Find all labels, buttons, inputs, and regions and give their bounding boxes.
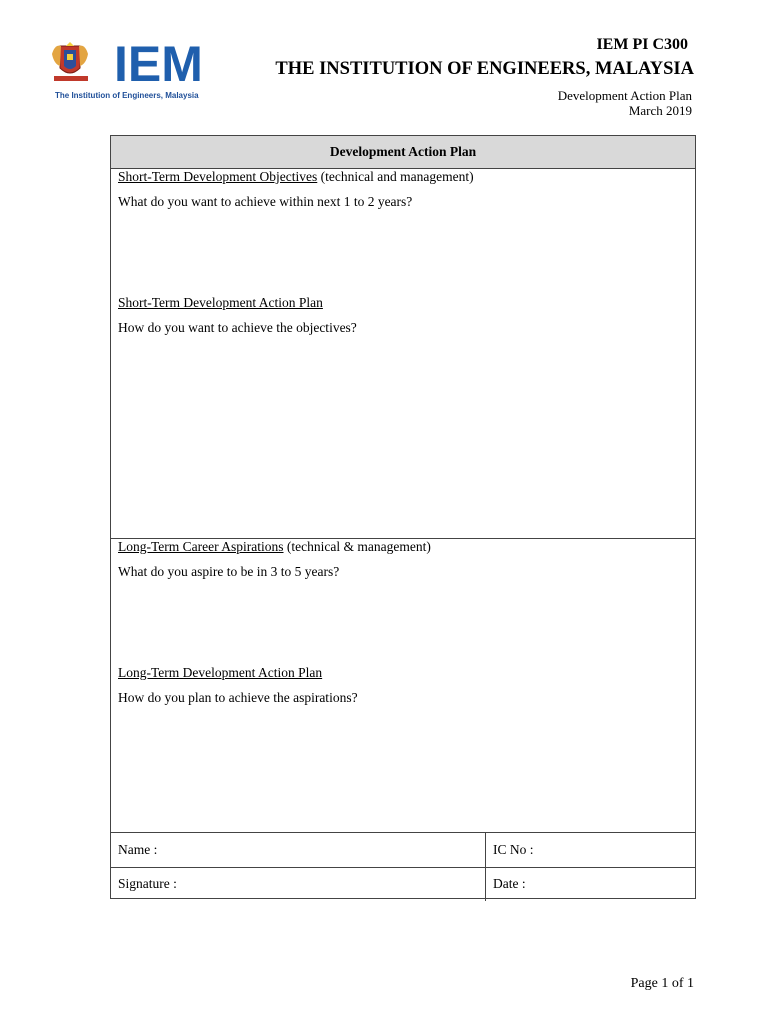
- date-label: Date :: [493, 876, 526, 891]
- short-term-objectives-heading-line: [118, 169, 474, 185]
- short-term-objectives-note: (technical and management): [317, 169, 474, 184]
- ic-field[interactable]: [486, 833, 695, 867]
- short-term-plan-heading: Short-Term Development Action Plan: [118, 295, 323, 310]
- date-field[interactable]: [486, 867, 695, 901]
- signature-date-row: [111, 867, 695, 901]
- ic-label: IC No :: [493, 842, 534, 857]
- long-term-aspirations-question: What do you aspire to be in 3 to 5 years?: [118, 564, 340, 579]
- long-term-aspirations-note: (technical & management): [283, 539, 431, 554]
- document-code: IEM PI C300: [596, 36, 688, 53]
- table-title: Development Action Plan: [111, 136, 695, 169]
- name-ic-row: [111, 833, 695, 868]
- long-term-section[interactable]: [111, 539, 695, 833]
- long-term-plan-question: How do you plan to achieve the aspirations?: [118, 690, 358, 705]
- long-term-plan-heading: Long-Term Development Action Plan: [118, 665, 323, 680]
- long-term-aspirations-heading-line: [118, 539, 431, 555]
- long-term-aspirations-heading: Long-Term Career Aspirations: [118, 539, 284, 554]
- subtitle-title: Development Action Plan: [557, 88, 692, 103]
- short-term-plan-question: How do you want to achieve the objectives?: [118, 320, 357, 335]
- logo-caption: The Institution of Engineers, Malaysia: [55, 91, 199, 100]
- page-number: Page 1 of 1: [630, 976, 694, 991]
- development-plan-form: [110, 135, 696, 899]
- short-term-section[interactable]: [111, 169, 695, 539]
- iem-logo: [50, 36, 222, 102]
- logo-letters: IEM: [114, 36, 203, 92]
- signature-field[interactable]: [111, 867, 486, 901]
- organization-name: THE INSTITUTION OF ENGINEERS, MALAYSIA: [275, 59, 694, 79]
- subtitle-date: March 2019: [628, 103, 692, 118]
- name-label: Name :: [118, 842, 158, 857]
- signature-label: Signature :: [118, 876, 177, 891]
- short-term-objectives-question: What do you want to achieve within next 1 to 2 years?: [118, 194, 413, 209]
- crest-icon: [50, 40, 112, 90]
- short-term-objectives-heading: Short-Term Development Objectives: [118, 169, 318, 184]
- name-field[interactable]: [111, 833, 486, 867]
- document-subtitle: [558, 88, 692, 118]
